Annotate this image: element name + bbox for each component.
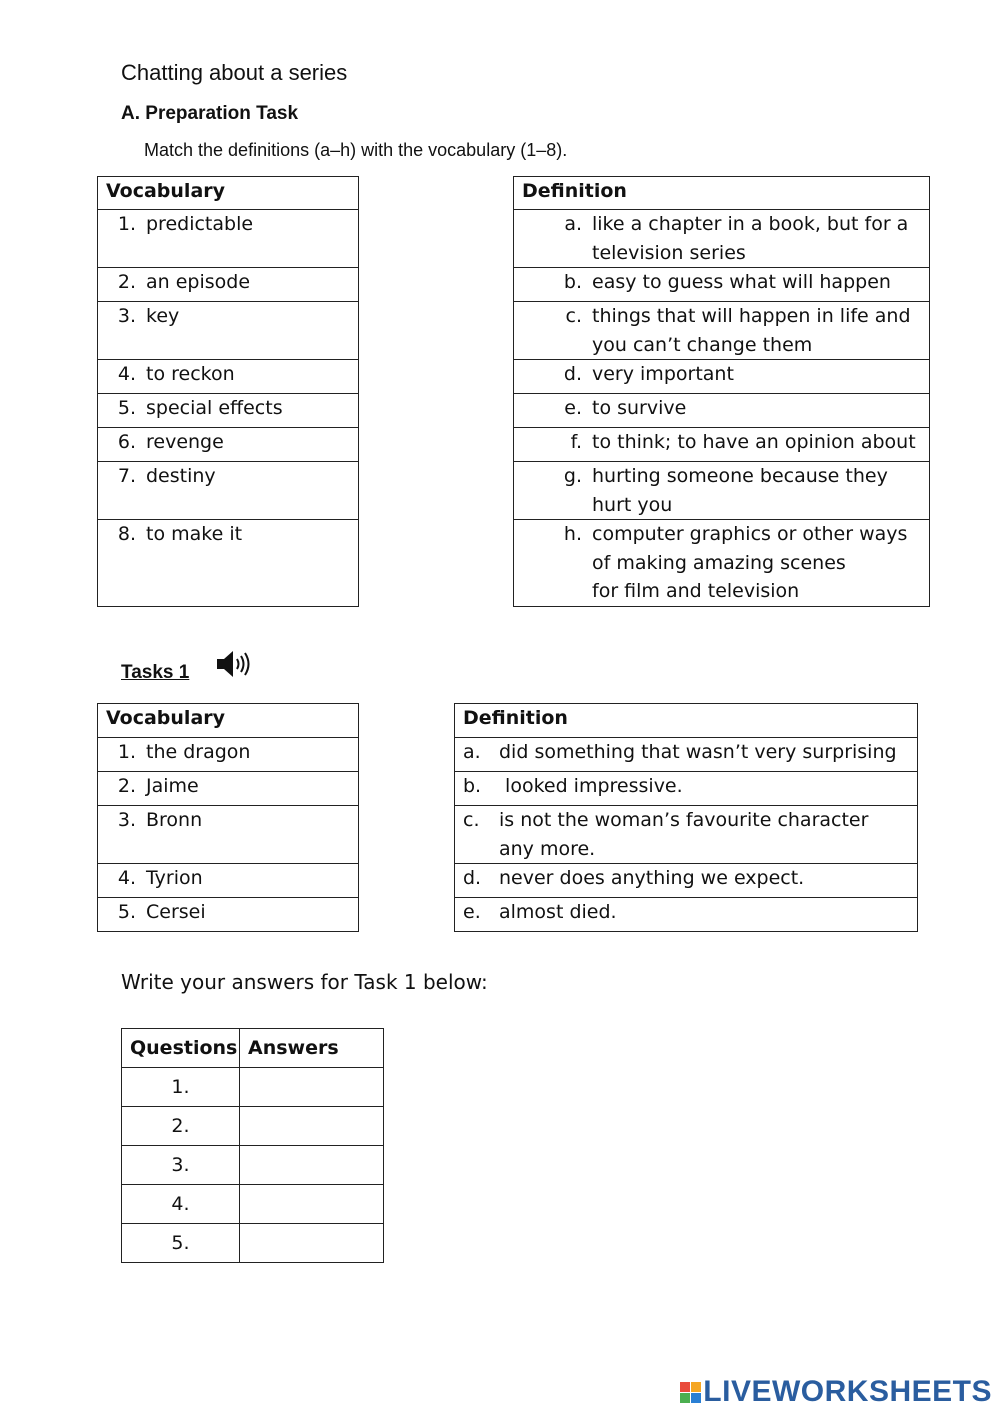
definition-line: you can’t change them: [592, 333, 813, 356]
vocab-term: the dragon: [146, 741, 251, 763]
vocab-term: Tyrion: [146, 867, 203, 889]
definition-line: did something that wasn’t very surprising: [499, 741, 897, 763]
vocab-number: 3.: [117, 305, 136, 327]
vocab-term: Bronn: [146, 809, 203, 831]
definition-letter: e.: [564, 397, 582, 419]
liveworksheets-logo-icon: [680, 1382, 701, 1403]
vocab-number: 4.: [117, 363, 136, 385]
answer-field[interactable]: [240, 1068, 384, 1107]
definition-line: things that will happen in life and: [592, 305, 911, 327]
definition-letter: g.: [563, 465, 582, 487]
answer-field[interactable]: [240, 1224, 384, 1263]
definition-line: easy to guess what will happen: [592, 271, 891, 293]
definition-letter: f.: [570, 431, 582, 453]
task1-vocab-table: [97, 703, 359, 932]
table-row: [122, 1224, 384, 1263]
section-a-heading: A. Preparation Task: [121, 103, 299, 124]
vocab-number: 8.: [117, 523, 136, 545]
definition-line: to think; to have an opinion about: [592, 431, 916, 453]
definition-line: is not the woman’s favourite character: [499, 809, 869, 831]
question-number: 3.: [122, 1146, 240, 1185]
answer-field[interactable]: [240, 1146, 384, 1185]
definition-line: very important: [592, 363, 734, 385]
definition-letter: a.: [463, 741, 481, 763]
task1-vocab-header: Vocabulary: [98, 704, 359, 738]
task1-definition-table: [454, 703, 918, 932]
answers-instruction: Write your answers for Task 1 below:: [121, 970, 488, 994]
vocab-term: Jaime: [146, 775, 199, 797]
question-number: 5.: [122, 1224, 240, 1263]
table-row: [122, 1185, 384, 1224]
answer-field[interactable]: [240, 1185, 384, 1224]
definition-line: hurt you: [592, 493, 673, 516]
definition-letter: c.: [565, 305, 582, 327]
audio-play-button[interactable]: [214, 648, 254, 680]
definition-line: looked impressive.: [499, 775, 683, 797]
questions-column-header: Questions: [122, 1029, 240, 1068]
definition-line: never does anything we expect.: [499, 867, 805, 889]
table-row: [122, 1146, 384, 1185]
vocab-term: Cersei: [146, 901, 206, 923]
vocab-number: 5.: [117, 397, 136, 419]
vocab-term: an episode: [146, 271, 251, 293]
definition-line: for film and television: [592, 580, 800, 602]
definition-line: like a chapter in a book, but for a: [592, 213, 909, 235]
vocab-number: 1.: [117, 741, 136, 763]
prep-definition-header: Definition: [514, 177, 930, 210]
answers-table: [121, 1028, 384, 1263]
definition-line: computer graphics or other ways: [592, 523, 908, 545]
brand-text: LIVEWORKSHEETS: [703, 1375, 992, 1408]
prep-vocab-table: [97, 176, 359, 607]
vocab-number: 6.: [117, 431, 136, 453]
vocab-number: 2.: [117, 775, 136, 797]
question-number: 4.: [122, 1185, 240, 1224]
definition-letter: d.: [463, 867, 482, 889]
task1-heading: Tasks 1: [121, 662, 190, 683]
vocab-number: 1.: [117, 213, 136, 235]
definition-letter: b.: [563, 271, 582, 293]
table-row: [122, 1107, 384, 1146]
definition-letter: a.: [564, 213, 582, 235]
definition-line: any more.: [499, 837, 596, 860]
liveworksheets-logo: [680, 1375, 992, 1409]
definition-letter: e.: [463, 901, 481, 923]
vocab-term: destiny: [146, 465, 216, 487]
table-row: [122, 1068, 384, 1107]
vocab-term: to make it: [146, 523, 243, 545]
vocab-term: predictable: [146, 213, 254, 235]
answer-field[interactable]: [240, 1107, 384, 1146]
vocab-term: revenge: [146, 431, 224, 453]
section-a-instruction: Match the definitions (a–h) with the vocabulary (1–8).: [144, 140, 568, 160]
question-number: 1.: [122, 1068, 240, 1107]
definition-line: almost died.: [499, 901, 617, 923]
question-number: 2.: [122, 1107, 240, 1146]
definition-letter: c.: [463, 809, 480, 831]
speaker-icon: [214, 648, 254, 680]
prep-definition-table: [513, 176, 930, 607]
definition-line: hurting someone because they: [592, 465, 888, 487]
definition-line: of making amazing scenes: [592, 551, 846, 574]
vocab-number: 5.: [117, 901, 136, 923]
definition-letter: h.: [563, 523, 582, 545]
worksheet-title: Chatting about a series: [121, 60, 348, 85]
vocab-term: key: [146, 305, 180, 327]
task1-definition-header: Definition: [455, 704, 918, 738]
vocab-number: 3.: [117, 809, 136, 831]
definition-letter: d.: [563, 363, 582, 385]
definition-letter: b.: [463, 775, 482, 797]
answers-column-header: Answers: [240, 1029, 384, 1068]
definition-line: television series: [592, 241, 746, 264]
vocab-number: 7.: [117, 465, 136, 487]
vocab-term: to reckon: [146, 363, 235, 385]
prep-vocab-header: Vocabulary: [98, 177, 359, 210]
vocab-term: special effects: [146, 397, 283, 419]
vocab-number: 4.: [117, 867, 136, 889]
vocab-number: 2.: [117, 271, 136, 293]
definition-line: to survive: [592, 397, 687, 419]
